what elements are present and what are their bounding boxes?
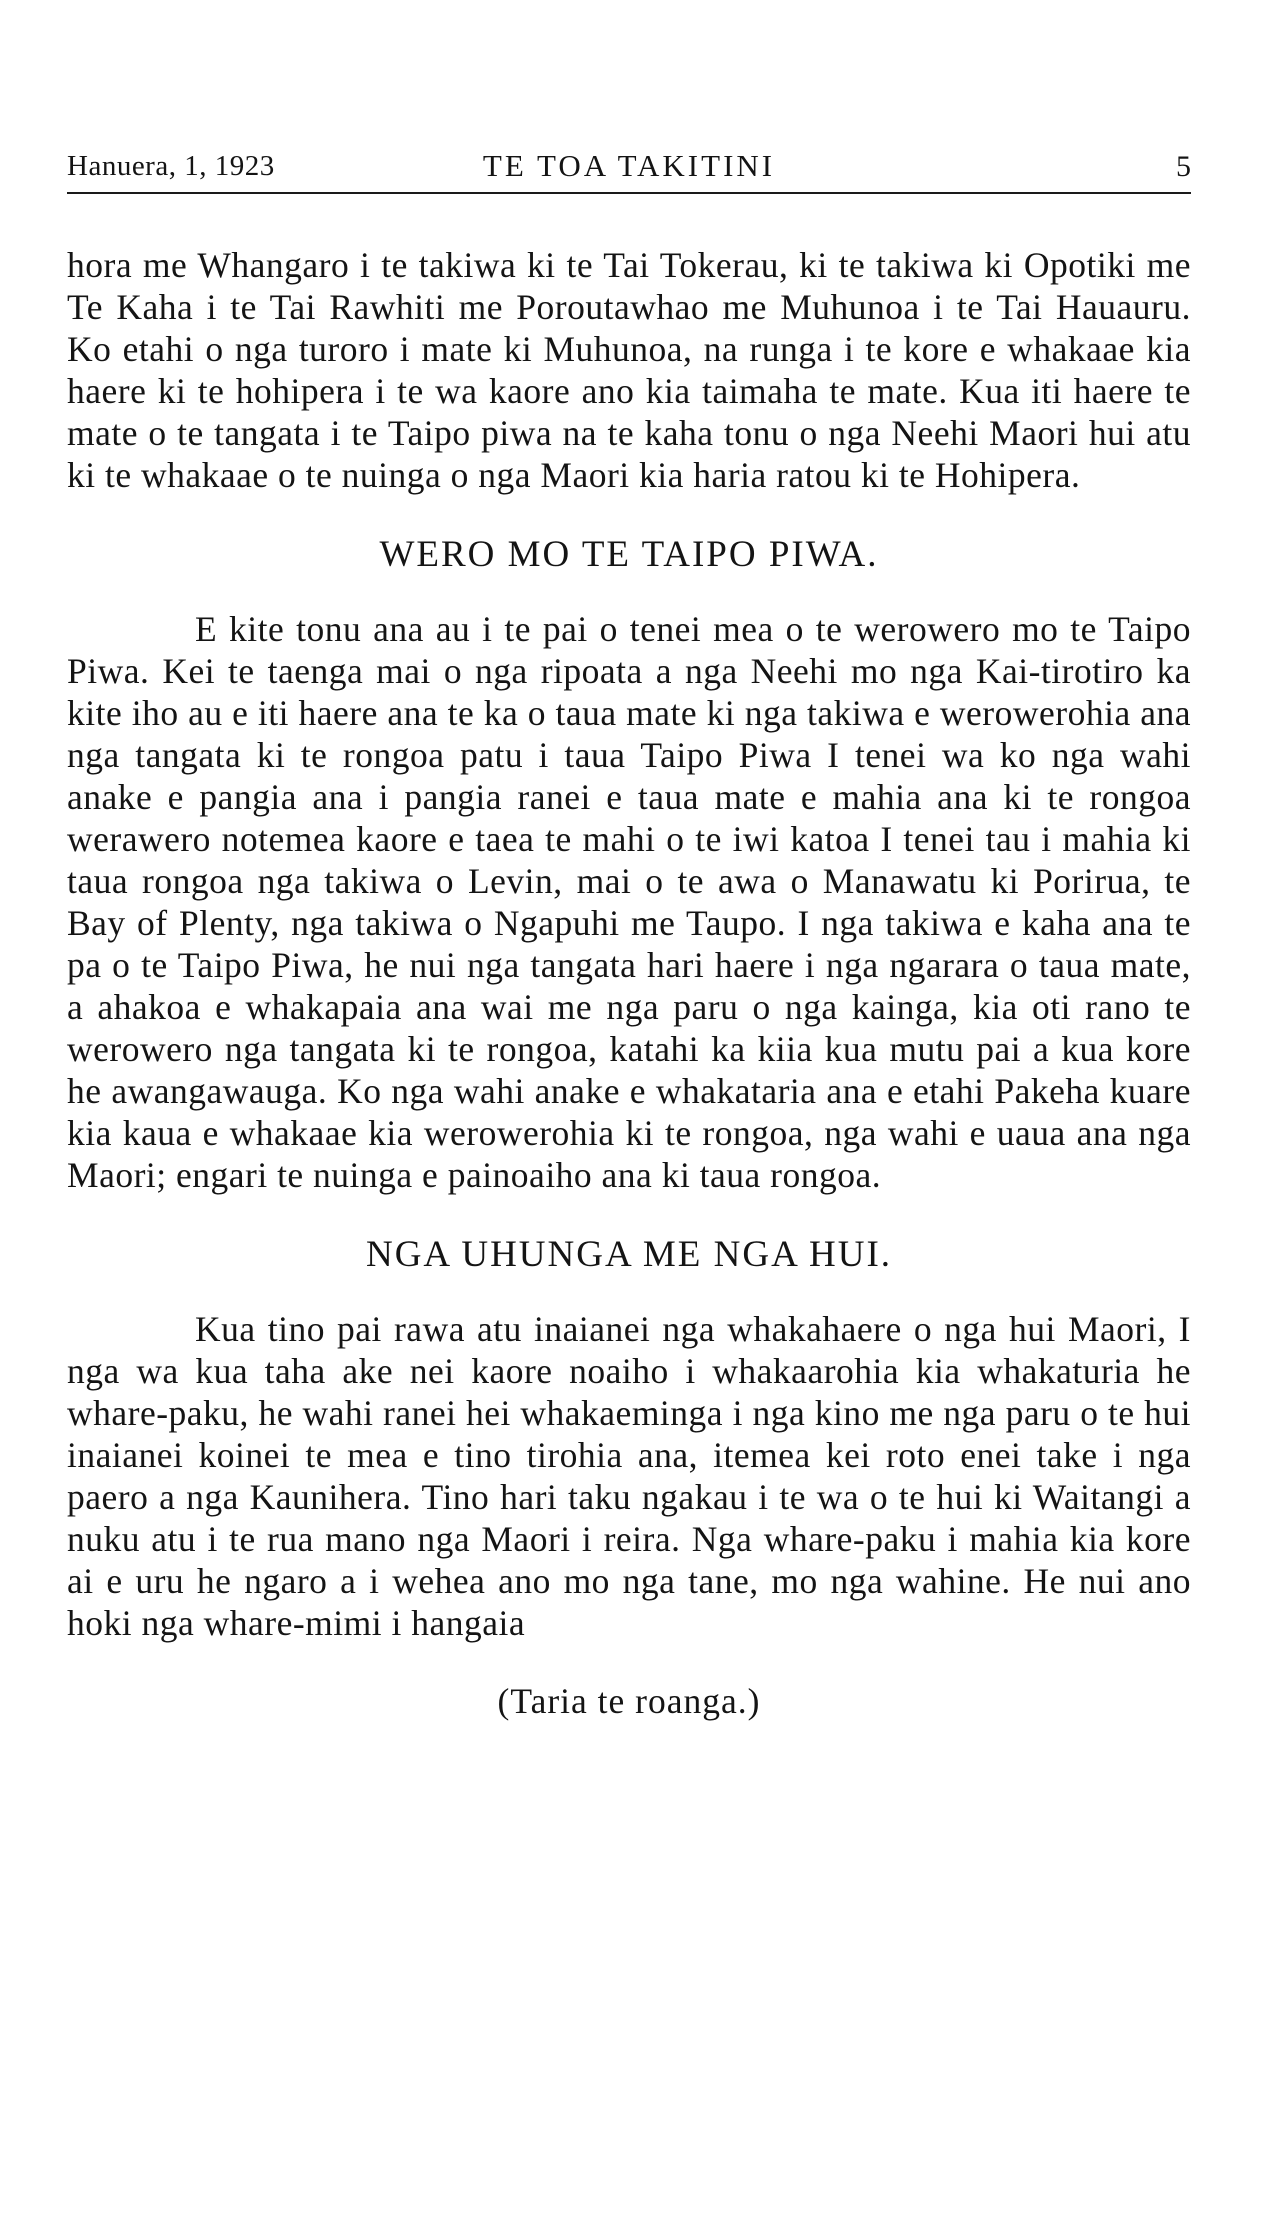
page — [67, 140, 1191, 1722]
issue-date: Hanuera, 1, 1923 — [67, 150, 275, 182]
section-heading-wero: WERO MO TE TAIPO PIWA. — [379, 534, 879, 575]
page-number: 5 — [1176, 150, 1191, 183]
continued-note: (Taria te roanga.) — [497, 1681, 761, 1721]
section-heading-uhunga: NGA UHUNGA ME NGA HUI. — [365, 1234, 893, 1275]
running-header — [67, 140, 1191, 194]
paragraph-wero: E kite tonu ana au i te pai o tenei mea o te werowero mo te Taipo Piwa. Kei te taenga mai o nga ripoata a nga Neehi mo nga Kai-tirotiro ka kite iho au e iti haere ana te ka o taua mate ki nga takiwa e werowerohia ana nga tangata ki te rongoa patu i taua Taipo Piwa I tenei wa ko nga wahi anake e pangia ana i pangia ranei e taua mate e mahia ana ki te rongoa werawero notemea kaore e taea te mahi o te iwi katoa I tenei tau i mahia ki taua rongoa nga takiwa o Levin, mai o te awa o Manawatu ki Porirua, te Bay of Plenty, nga takiwa o Ngapuhi me Taupo. I nga takiwa e kaha ana te pa o te Taipo Piwa, he nui nga tangata hari haere i nga ngarara o taua mate, a ahakoa e whakapaia ana wai me nga paru o nga kainga, kia oti rano te werowero nga tangata ki te rongoa, katahi ka kiia kua mutu pai a kua kore he awangawauga. Ko nga wahi anake e whakataria ana e etahi Pakeha kuare kia kaua e whakaae kia werowerohia ki te rongoa, nga wahi e uaua ana nga Maori; engari te nuinga e painoaiho ana ki taua rongoa. — [67, 609, 1191, 1195]
paragraph-continuation: hora me Whangaro i te takiwa ki te Tai Tokerau, ki te takiwa ki Opotiki me Te Kaha i te Tai Rawhiti me Poroutawhao me Muhunoa i te Tai Hauauru. Ko etahi o nga turoro i mate ki Muhunoa, na runga i te kore e whakaae kia haere ki te hohipera i te wa kaore ano kia taimaha te mate. Kua iti haere te mate o te tangata i te Taipo piwa na te kaha tonu o nga Neehi Maori hui atu ki te whakaae o te nuinga o nga Maori kia haria ratou ki te Hohipera. — [67, 245, 1191, 495]
paragraph-uhunga: Kua tino pai rawa atu inaianei nga whakahaere o nga hui Maori, I nga wa kua taha ake nei kaore noaiho i whakaarohia kia whakaturia he whare-paku, he wahi ranei hei whakaeminga i nga kino me nga paru o te hui inaianei koinei te mea e tino tirohia ana, itemea kei roto enei take i nga paero a nga Kaunihera. Tino hari taku ngakau i te wa o te hui ki Waitangi a nuku atu i te rua mano nga Maori i reira. Nga whare-paku i mahia kia kore ai e uru he ngaro a i wehea ano mo nga tane, mo nga wahine. He nui ano hoki nga whare-mimi i hangaia — [67, 1309, 1191, 1643]
publication-title: TE TOA TAKITINI — [482, 148, 776, 183]
article-body — [67, 244, 1191, 1722]
